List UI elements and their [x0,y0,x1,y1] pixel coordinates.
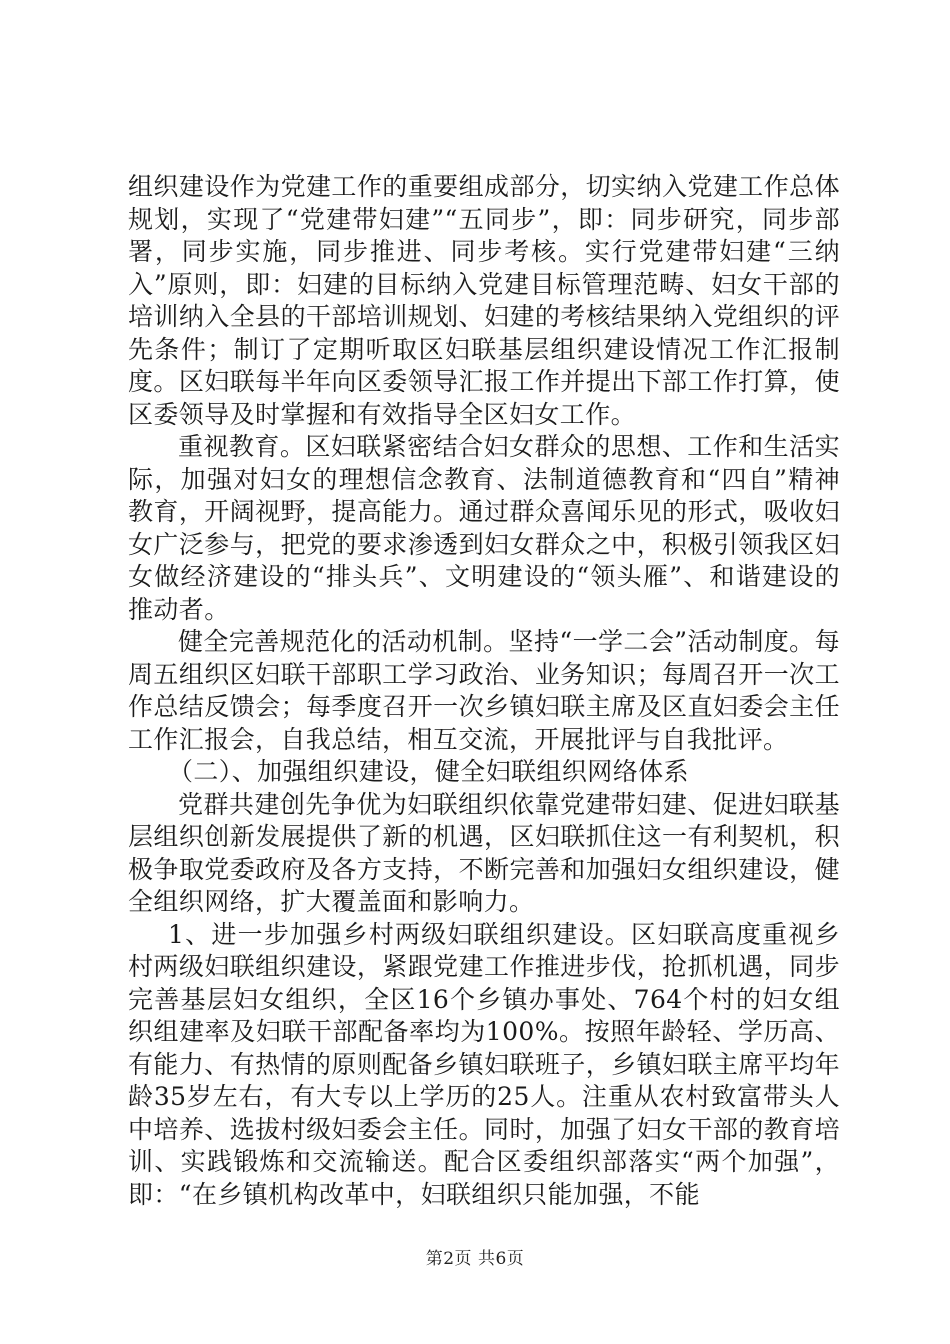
paragraph-co-construction: 党群共建创先争优为妇联组织依靠党建带妇建、促进妇联基层组织创新发展提供了新的机遇，区妇联抓住这一有利契机，积极争取党委政府及各方支持，不断完善和加强妇女组织建设，健全组织网络，扩大覆盖面和影响力。 [128,789,840,916]
paragraph-education: 重视教育。区妇联紧密结合妇女群众的思想、工作和生活实际，加强对妇女的理想信念教育、法制道德教育和“四自”精神教育，开阔视野，提高能力。通过群众喜闻乐见的形式，吸收妇女广泛参与，把党的要求渗透到妇女群众之中，积极引领我区妇女做经济建设的“排头兵”、文明建设的“领头雁”、和谐建设的推动者。 [128,432,840,624]
section-heading: （二）、加强组织建设，健全妇联组织网络体系 [168,757,689,786]
page-footer: 第2页 共6页 [425,1249,525,1269]
document-body [128,171,840,1211]
paragraph-party-building: 组织建设作为党建工作的重要组成部分，切实纳入党建工作总体规划，实现了“党建带妇建”“五同步”，即：同步研究，同步部署，同步实施，同步推进、同步考核。实行党建带妇建“三纳入”原则，即：妇建的目标纳入党建目标管理范畴、妇女干部的培训纳入全县的干部培训规划、妇建的考核结果纳入党组织的评先条件；制订了定期听取区妇联基层组织建设情况工作汇报制度。区妇联每半年向区委领导汇报工作并提出下部工作打算，使区委领导及时掌握和有效指导全区妇女工作。 [128,172,840,429]
paragraph-activity-mechanism: 健全完善规范化的活动机制。坚持“一学二会”活动制度。每周五组织区妇联干部职工学习政治、业务知识；每周召开一次工作总结反馈会；每季度召开一次乡镇妇联主席及区直妇委会主任工作汇报会，自我总结，相互交流，开展批评与自我批评。 [128,627,840,754]
paragraph-township-village: 1、进一步加强乡村两级妇联组织建设。区妇联高度重视乡村两级妇联组织建设，紧跟党建工作推进步伐，抢抓机遇，同步完善基层妇女组织，全区16个乡镇办事处、764个村的妇女组织组建率及妇联干部配备率均为100%。按照年龄轻、学历高、有能力、有热情的原则配备乡镇妇联班子，乡镇妇联主席平均年龄35岁左右，有大专以上学历的25人。注重从农村致富带头人中培养、选拔村级妇委会主任。同时，加强了妇女干部的教育培训、实践锻炼和交流输送。配合区委组织部落实“两个加强”，即：“在乡镇机构改革中，妇联组织只能加强，不能 [128,919,840,1209]
